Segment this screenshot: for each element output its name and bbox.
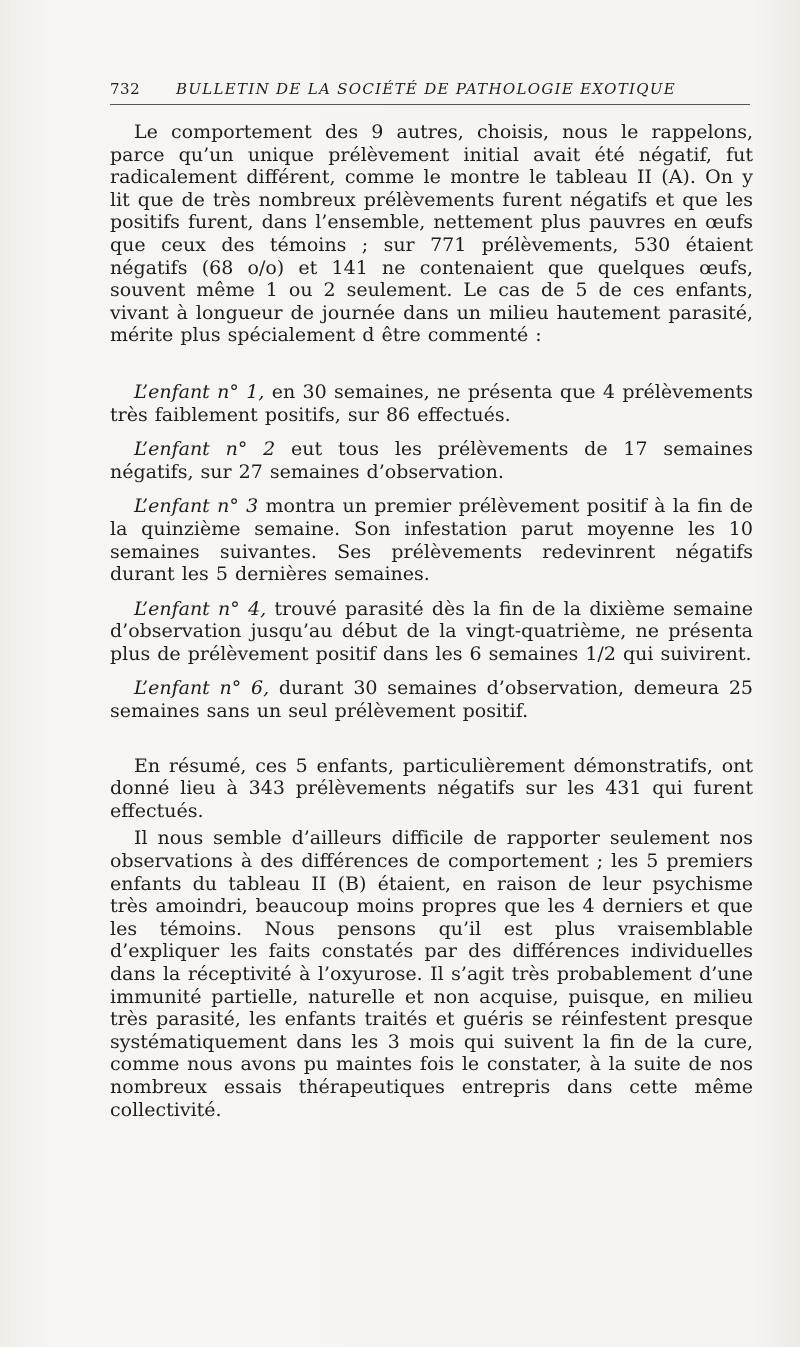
case-text-1: en 30 semaines, ne présenta que 4 prélèvements très faiblement positifs, sur 86 effectués. [110,380,753,426]
case-label-3: L’enfant n° 3 [134,495,259,518]
article-body [110,121,753,1121]
summary-paragraph: En résumé, ces 5 enfants, particulièrement démonstratifs, ont donné lieu à 343 prélèvements négatifs sur les 431 qui furent effectués. [110,754,753,822]
case-paragraph-2 [110,438,753,483]
case-text-5: durant 30 semaines d’observation, demeura 25 semaines sans un seul prélèvement positif. [110,677,753,723]
running-header [110,80,750,105]
running-title: BULLETIN DE LA SOCIÉTÉ DE PATHOLOGIE EXOTIQUE [176,80,677,98]
case-paragraph-1 [110,381,753,426]
page-number: 732 [110,80,141,98]
case-label-2: L’enfant n° 2 [134,438,276,461]
case-label-1: L’enfant n° 1, [134,380,265,403]
case-paragraph-5 [110,677,753,722]
intro-paragraph: Le comportement des 9 autres, choisis, nous le rappelons, parce qu’un unique prélèvement initial avait été négatif, fut radicalement différent, comme le montre le tableau II (A). On y lit que de très nombreux prélèvements furent négatifs et que les positifs furent, dans l’ensemble, nettement plus pauvres en œufs que ceux des témoins ; sur 771 prélèvements, 530 étaient négatifs (68 o/o) et 141 ne contenaient que quelques œufs, souvent même 1 ou 2 seulement. Le cas de 5 de ces enfants, vivant à longueur de journée dans un milieu hautement parasité, mérite plus spécialement d être commenté : [110,121,753,347]
case-text-3: montra un premier prélèvement positif à la fin de la quinzième semaine. Son infestation parut moyenne les 10 semaines suivantes. Ses prélèvements redevinrent négatifs durant les 5 dernières semaines. [110,495,753,586]
case-label-4: L’enfant n° 4, [134,597,267,620]
case-paragraph-4 [110,598,753,666]
case-paragraph-3 [110,495,753,585]
discussion-paragraph: Il nous semble d’ailleurs difficile de rapporter seulement nos observations à des différences de comportement ; les 5 premiers enfants du tableau II (B) étaient, en raison de leur psychisme très amoindri, beaucoup moins propres que les 4 derniers et que les témoins. Nous pensons qu’il est plus vraisemblable d’expliquer les faits constatés par des différences individuelles dans la réceptivité à l’oxyurose. Il s’agit très probablement d’une immunité partielle, naturelle et non acquise, puisque, en milieu très parasité, les enfants traités et guéris se réinfestent presque systématiquement dans les 3 mois qui suivent la fin de la cure, comme nous avons pu maintes fois le constater, à la suite de nos nombreux essais thérapeutiques entrepris dans cette même collectivité. [110,827,753,1121]
case-text-4: trouvé parasité dès la fin de la dixième semaine d’observation jusqu’au début de la vingt-quatrième, ne présenta plus de prélèvement positif dans les 6 semaines 1/2 qui suivirent. [110,597,753,665]
case-label-5: L’enfant n° 6, [134,677,270,700]
case-text-2: eut tous les prélèvements de 17 semaines négatifs, sur 27 semaines d’observation. [110,438,754,483]
